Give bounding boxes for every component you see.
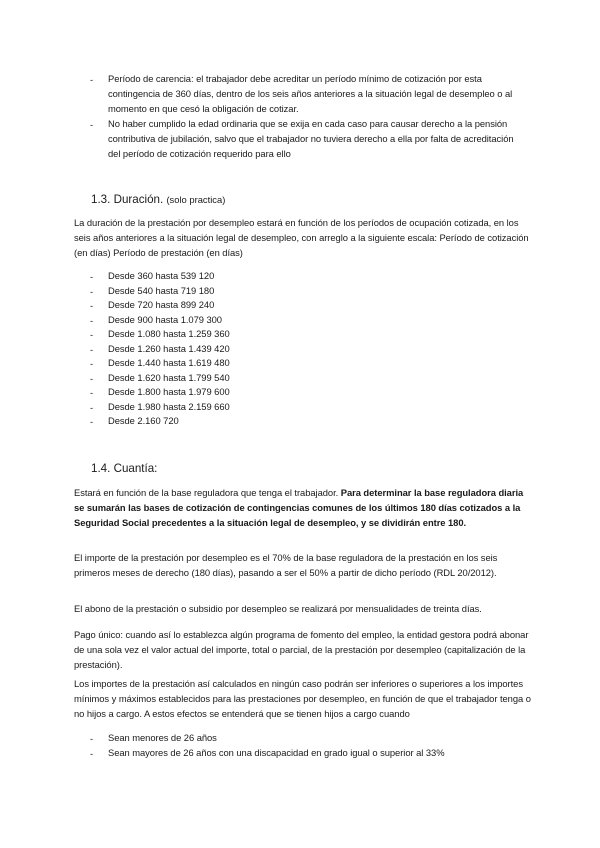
bullet-dash: - (90, 402, 94, 413)
scale-item: Desde 1.620 hasta 1.799 540 (108, 372, 230, 383)
scale-item: Desde 2.160 720 (108, 415, 179, 426)
scale-item: Desde 1.080 hasta 1.259 360 (108, 328, 230, 339)
bullet-dash: - (90, 748, 94, 759)
cuantia-paragraph-pago-unico: Pago único: cuando así lo establezca algún programa de fomento del empleo, la entidad gestora podrá abonar de una sola vez el valor actual del importe, total o parcial, de la prestación por desempleo (capitalización de la prestación). (74, 629, 529, 670)
scale-item: Desde 540 hasta 719 180 (108, 285, 215, 296)
bullet-periodo-carencia: Período de carencia: el trabajador debe acreditar un período mínimo de cotización por esta contingencia de 360 días, dentro de los seis años anteriores a la situación legal de desempleo o al momento en que cesó la obligación de cotizar. (108, 73, 513, 114)
heading-title: Cuantía: (113, 462, 158, 475)
heading-number: 1.4. (91, 462, 111, 475)
bullet-dash: - (90, 387, 94, 398)
bullet-dash: - (90, 300, 94, 311)
bullet-dash: - (90, 286, 94, 297)
scale-item: Desde 360 hasta 539 120 (108, 270, 215, 281)
scale-item: Desde 1.440 hasta 1.619 480 (108, 357, 230, 368)
cuantia-paragraph-base-reguladora (74, 485, 532, 530)
bullet-dash: - (90, 416, 94, 427)
heading-cuantia (91, 461, 157, 476)
bullet-dash: - (90, 271, 94, 282)
bullet-dash: - (90, 344, 94, 355)
bullet-menores-26: Sean menores de 26 años (108, 732, 217, 743)
bullet-edad-ordinaria: No haber cumplido la edad ordinaria que se exija en cada caso para causar derecho a la pensión contributiva de jubilación, salvo que el trabajador no tuviera derecho a ella por falta de acreditación del período de cotización requerido para ello (108, 118, 514, 159)
scale-item: Desde 1.800 hasta 1.979 600 (108, 386, 230, 397)
bullet-mayores-26: Sean mayores de 26 años con una discapacidad en grado igual o superior al 33% (108, 747, 445, 758)
bullet-dash: - (90, 329, 94, 340)
heading-duracion (91, 192, 225, 207)
cuantia-paragraph-importes-minimos: Los importes de la prestación así calculados en ningún caso podrán ser inferiores o superiores a los importes mínimos y máximos establecidos para las prestaciones por desempleo, en función de que el trabajador tenga o no hijos a cargo. A estos efectos se entenderá que se tienen hijos a cargo cuando (74, 678, 531, 719)
heading-title: Duración. (113, 193, 164, 206)
bullet-dash: - (90, 373, 94, 384)
heading-number: 1.3. (91, 193, 111, 206)
scale-item: Desde 1.260 hasta 1.439 420 (108, 343, 230, 354)
bullet-dash: - (90, 733, 94, 744)
heading-note: (solo practica) (166, 194, 226, 205)
scale-item: Desde 720 hasta 899 240 (108, 299, 215, 310)
duracion-intro: La duración de la prestación por desempleo estará en función de los períodos de ocupación cotizada, en los seis años anteriores a la situación legal de desempleo, con arreglo a la siguiente escala: Período de cotización (en días) Período de prestación (en días) (74, 217, 529, 258)
bullet-dash: - (90, 315, 94, 326)
cuantia-paragraph-importe: El importe de la prestación por desempleo es el 70% de la base reguladora de la prestación en los seis primeros meses de derecho (180 días), pasando a ser el 50% a partir de dicho período (RDL 20/2012). (74, 552, 498, 578)
bullet-dash: - (90, 358, 94, 369)
scale-item: Desde 1.980 hasta 2.159 660 (108, 401, 230, 412)
paragraph-bold-text: Para determinar la base reguladora diaria se sumarán las bases de cotización de contingencias comunes de los últimos 180 días cotizados a la Seguridad Social precedentes a la situación legal de desempleo, y se dividirán entre 180. (74, 487, 524, 528)
paragraph-normal-text: Estará en función de la base reguladora que tenga el trabajador. (74, 487, 341, 498)
bullet-dash: - (90, 74, 94, 85)
cuantia-paragraph-abono: El abono de la prestación o subsidio por desempleo se realizará por mensualidades de treinta días. (74, 603, 482, 614)
scale-item: Desde 900 hasta 1.079 300 (108, 314, 222, 325)
bullet-dash: - (90, 119, 94, 130)
